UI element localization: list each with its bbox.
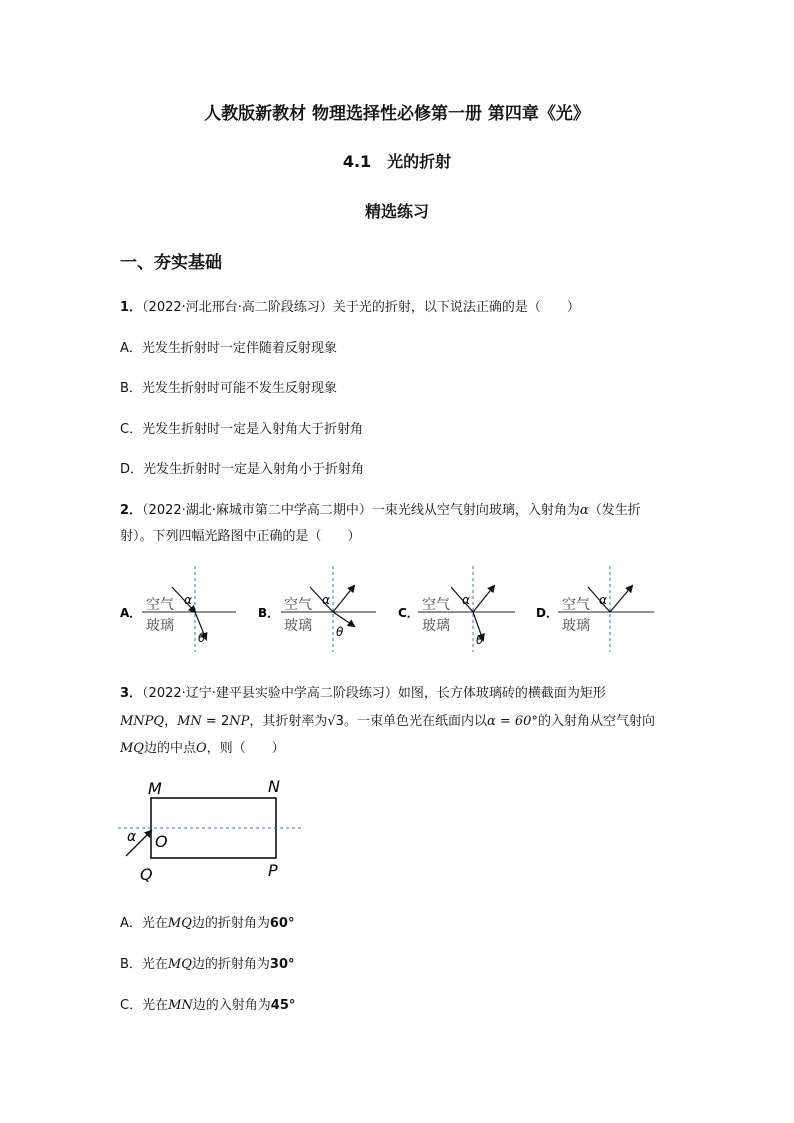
- subtitle: 精选练习: [364, 202, 429, 221]
- theta-label: θ: [476, 633, 484, 647]
- rect-name: MNPQ: [120, 714, 165, 729]
- q1-option-d[interactable]: D．光发生折射时一定是入射角小于折射角: [120, 462, 365, 477]
- alpha-symbol: α: [579, 503, 589, 518]
- q3-option-b[interactable]: B．光在MQ边的折射角为30°: [120, 957, 295, 972]
- question-number: 3．: [120, 686, 143, 701]
- q1-option-b[interactable]: B．光发生折射时可能不发生反射现象: [120, 381, 337, 396]
- refracted-ray: [333, 612, 354, 626]
- glass-label: 玻璃: [562, 618, 590, 634]
- air-label: 空气: [284, 597, 312, 613]
- diagram-b[interactable]: [258, 566, 376, 652]
- question-source: （2022·河北邢台·高二阶段练习）: [142, 300, 333, 315]
- alpha-label: α: [184, 593, 192, 607]
- part-heading: 一、夯实基础: [120, 253, 222, 273]
- question-text: 一束光线从空气射向玻璃，入射角为: [371, 503, 580, 518]
- alpha-label: α: [322, 593, 330, 607]
- q2-diagrams: [118, 566, 678, 652]
- section-title: 4.1 光的折射: [342, 152, 452, 171]
- reflected-ray: [610, 586, 632, 612]
- option-letter: B．: [258, 606, 280, 620]
- question-2-stem-line1: [120, 499, 641, 518]
- label-o: O: [155, 832, 168, 851]
- document-title: 人教版新教材 物理选择性必修第一册 第四章《光》: [204, 104, 590, 124]
- alpha-label: α: [599, 593, 607, 607]
- air-label: 空气: [562, 597, 590, 613]
- q3-rectangle-figure: [118, 774, 318, 886]
- question-text: 关于光的折射，以下说法正确的是（ ）: [332, 300, 580, 315]
- question-number: 1．: [120, 300, 143, 315]
- label-q: Q: [140, 865, 153, 884]
- theta-label: θ: [336, 625, 344, 639]
- diagram-c[interactable]: [398, 566, 515, 652]
- reflected-ray: [333, 586, 354, 612]
- label-m: M: [148, 779, 162, 798]
- option-letter: C．: [398, 606, 419, 620]
- question-1-stem: [120, 296, 580, 315]
- diagram-d[interactable]: [536, 566, 654, 652]
- question-3-stem-line3: MQ边的中点O，则（ ）: [120, 741, 285, 756]
- question-3-stem-line2: MNPQ，MN = 2NP，其折射率为√3。一束单色光在纸面内以α = 60°的入射角从空气射向: [120, 714, 655, 729]
- option-letter: D．: [536, 606, 558, 620]
- glass-label: 玻璃: [146, 618, 174, 634]
- theta-label: θ: [198, 631, 206, 645]
- air-label: 空气: [422, 597, 450, 613]
- question-number: 2．: [120, 503, 143, 518]
- label-n: N: [268, 777, 280, 796]
- glass-label: 玻璃: [284, 618, 312, 634]
- q1-option-c[interactable]: C．光发生折射时一定是入射角大于折射角: [120, 422, 364, 437]
- option-letter: A．: [120, 606, 142, 620]
- question-text: 如图，长方体玻璃砖的横截面为矩形: [397, 686, 606, 701]
- glass-label: 玻璃: [422, 618, 450, 634]
- question-source: （2022·湖北·麻城市第二中学高二期中）: [142, 503, 372, 518]
- alpha-label: α: [462, 593, 470, 607]
- q3-option-a[interactable]: A．光在MQ边的折射角为60°: [120, 916, 295, 931]
- air-label: 空气: [146, 597, 174, 613]
- label-p: P: [268, 861, 278, 880]
- diagram-a[interactable]: [120, 566, 236, 652]
- question-source: （2022·辽宁·建平县实验中学高二阶段练习）: [142, 686, 398, 701]
- alpha-equation: α = 60°: [486, 714, 538, 729]
- q3-option-c[interactable]: C．光在MN边的入射角为45°: [120, 998, 296, 1013]
- sqrt-value: √3: [327, 714, 344, 729]
- question-3-stem-line1: [120, 682, 606, 701]
- q1-option-a[interactable]: A．光发生折射时一定伴随着反射现象: [120, 341, 337, 356]
- question-text-end: （发生折: [588, 503, 641, 518]
- label-alpha: α: [127, 829, 137, 845]
- reflected-ray: [473, 586, 494, 612]
- question-2-stem-line2: 射）。下列四幅光路图中正确的是（ ）: [120, 529, 361, 544]
